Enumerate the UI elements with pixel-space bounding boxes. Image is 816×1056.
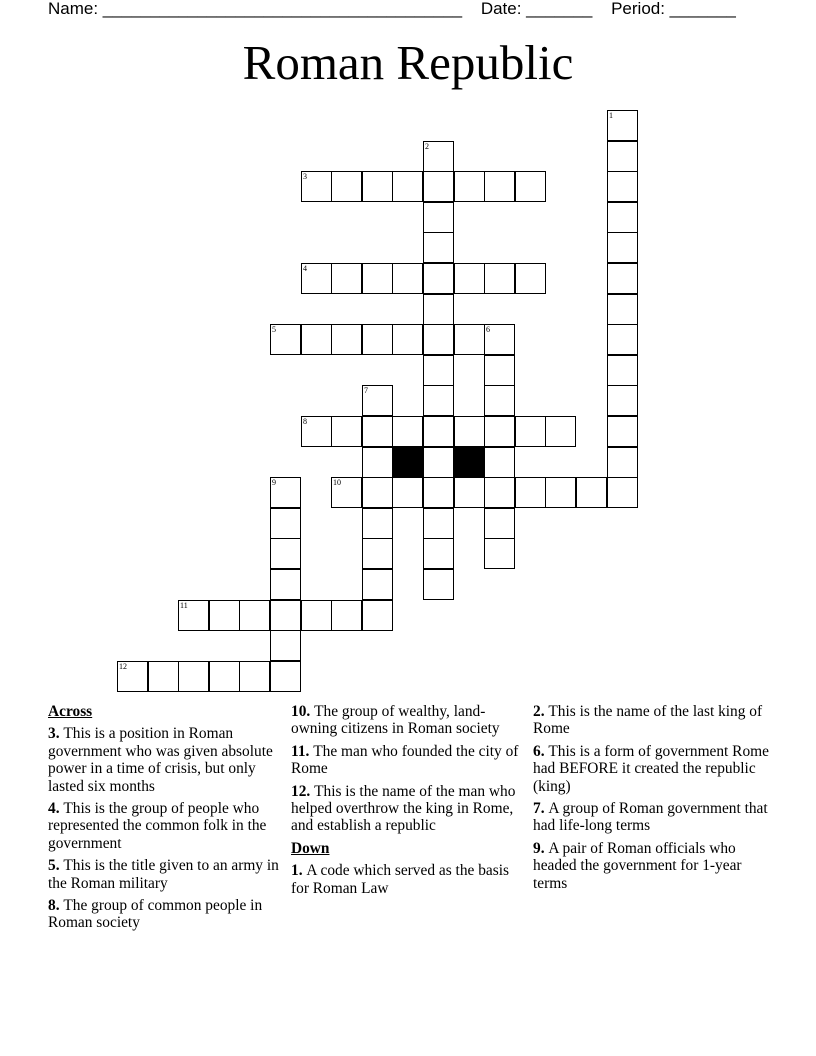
grid-cell[interactable] <box>454 263 485 294</box>
grid-cell[interactable] <box>362 600 393 631</box>
clue <box>48 857 283 892</box>
grid-cell[interactable] <box>362 416 393 447</box>
grid-cell[interactable] <box>576 477 607 508</box>
clue-text: This is the name of the last king of Rome <box>533 703 763 738</box>
grid-cell[interactable] <box>607 416 638 447</box>
clue-number-label: 10. <box>291 703 315 720</box>
grid-cell[interactable] <box>454 324 485 355</box>
grid-cell[interactable] <box>331 600 362 631</box>
grid-cell[interactable] <box>607 447 638 478</box>
grid-cell[interactable] <box>484 538 515 569</box>
grid-cell[interactable] <box>301 324 332 355</box>
clue <box>533 800 769 835</box>
clue <box>291 743 526 778</box>
grid-cell[interactable] <box>331 477 362 508</box>
grid-cell[interactable] <box>515 477 546 508</box>
clue-text: This is the name of the man who helped overthrow the king in Rome, and establish a republic <box>291 782 516 835</box>
grid-cell[interactable] <box>484 508 515 539</box>
grid-cell[interactable] <box>392 477 423 508</box>
grid-cell[interactable] <box>362 508 393 539</box>
grid-cell[interactable] <box>454 416 485 447</box>
clue-number-label: 7. <box>533 800 549 818</box>
black-cell <box>454 447 485 478</box>
grid-cell[interactable] <box>515 171 546 202</box>
clue-number-label: 2. <box>533 703 549 720</box>
grid-cell[interactable] <box>545 477 576 508</box>
grid-cell[interactable] <box>423 538 454 569</box>
grid-cell[interactable] <box>423 447 454 478</box>
grid-cell[interactable] <box>484 171 515 202</box>
grid-cell[interactable] <box>270 600 301 631</box>
clue-column-1 <box>48 703 283 937</box>
grid-cell[interactable] <box>239 661 270 692</box>
across-clue-list-2 <box>291 703 526 835</box>
grid-cell[interactable] <box>484 324 515 355</box>
grid-cell[interactable] <box>239 600 270 631</box>
clue <box>48 897 283 932</box>
black-cell <box>392 447 423 478</box>
grid-cell[interactable] <box>362 447 393 478</box>
grid-cell[interactable] <box>607 355 638 386</box>
clue-number: 4 <box>303 264 307 273</box>
period-field[interactable]: Period: _______ <box>611 0 736 18</box>
grid-cell[interactable] <box>331 263 362 294</box>
grid-cell[interactable] <box>607 202 638 233</box>
grid-cell[interactable] <box>454 171 485 202</box>
grid-cell[interactable] <box>423 324 454 355</box>
grid-cell[interactable] <box>362 538 393 569</box>
grid-cell[interactable] <box>484 263 515 294</box>
grid-cell[interactable] <box>423 416 454 447</box>
clue-number: 7 <box>364 386 368 395</box>
grid-cell[interactable] <box>301 600 332 631</box>
clue-text: The group of common people in Roman society <box>48 897 263 932</box>
grid-cell[interactable] <box>392 263 423 294</box>
grid-cell[interactable] <box>484 477 515 508</box>
clue-number: 1 <box>609 111 613 120</box>
grid-cell[interactable] <box>301 171 332 202</box>
grid-cell[interactable] <box>484 355 515 386</box>
grid-cell[interactable] <box>607 477 638 508</box>
clue-number-label: 3. <box>48 725 64 743</box>
page-title: Roman Republic <box>242 35 574 90</box>
clue-number-label: 8. <box>48 897 64 915</box>
clue-number-label: 6. <box>533 742 549 760</box>
grid-cell[interactable] <box>423 294 454 325</box>
grid-cell[interactable] <box>331 171 362 202</box>
clue-text: This is the group of people who represented the common folk in the government <box>48 800 267 852</box>
clue <box>533 840 769 892</box>
grid-cell[interactable] <box>270 477 301 508</box>
grid-cell[interactable] <box>515 263 546 294</box>
grid-cell[interactable] <box>423 355 454 386</box>
clue <box>48 800 283 852</box>
clue-number: 8 <box>303 417 307 426</box>
grid-cell[interactable] <box>515 416 546 447</box>
grid-cell[interactable] <box>423 569 454 600</box>
grid-cell[interactable] <box>270 661 301 692</box>
grid-cell[interactable] <box>607 294 638 325</box>
grid-cell[interactable] <box>484 385 515 416</box>
clue-number-label: 12. <box>291 782 315 800</box>
grid-cell[interactable] <box>178 600 209 631</box>
clue-number-label: 5. <box>48 857 64 875</box>
clue-number: 12 <box>119 662 127 671</box>
clue <box>48 725 283 795</box>
clue-text: This is the title given to an army in the Roman military <box>48 857 279 892</box>
grid-cell[interactable] <box>423 385 454 416</box>
across-heading: Across <box>48 703 93 720</box>
grid-cell[interactable] <box>270 508 301 539</box>
grid-cell[interactable] <box>423 508 454 539</box>
grid-cell[interactable] <box>423 202 454 233</box>
grid-cell[interactable] <box>484 416 515 447</box>
grid-cell[interactable] <box>270 569 301 600</box>
grid-cell[interactable] <box>392 416 423 447</box>
clue-number: 5 <box>272 325 276 334</box>
grid-cell[interactable] <box>484 447 515 478</box>
grid-cell[interactable] <box>362 569 393 600</box>
clue-number-label: 4. <box>48 800 64 818</box>
date-field[interactable]: Date: _______ <box>480 0 593 18</box>
clue-column-3 <box>533 703 769 897</box>
grid-cell[interactable] <box>209 661 240 692</box>
clue <box>533 743 769 795</box>
clue <box>291 783 526 835</box>
grid-cell[interactable] <box>454 477 485 508</box>
grid-cell[interactable] <box>362 385 393 416</box>
grid-cell[interactable] <box>423 477 454 508</box>
grid-cell[interactable] <box>178 661 209 692</box>
clue-number: 6 <box>486 325 490 334</box>
grid-cell[interactable] <box>607 171 638 202</box>
down-heading: Down <box>291 839 330 857</box>
grid-cell[interactable] <box>423 263 454 294</box>
grid-cell[interactable] <box>423 141 454 172</box>
grid-cell[interactable] <box>362 171 393 202</box>
name-field[interactable]: Name: ______________________________________ <box>48 0 463 18</box>
grid-cell[interactable] <box>607 324 638 355</box>
grid-cell[interactable] <box>607 141 638 172</box>
clue-text: A code which served as the basis for Roman Law <box>291 862 509 897</box>
down-clue-list-2 <box>533 703 769 892</box>
clue-number: 9 <box>272 478 276 487</box>
grid-cell[interactable] <box>270 630 301 661</box>
clue-text: A pair of Roman officials who headed the government for 1-year terms <box>533 839 742 892</box>
clue-number-label: 1. <box>291 862 307 880</box>
clue-number-label: 9. <box>533 839 549 857</box>
clue <box>533 703 769 738</box>
clue-number-label: 11. <box>291 742 314 760</box>
grid-cell[interactable] <box>423 232 454 263</box>
clue-text: The group of wealthy, land-owning citizens in Roman society <box>291 703 500 738</box>
clue-number: 2 <box>425 142 429 151</box>
grid-cell[interactable] <box>301 416 332 447</box>
clue-column-2 <box>291 703 526 902</box>
grid-cell[interactable] <box>392 171 423 202</box>
grid-cell[interactable] <box>270 324 301 355</box>
grid-cell[interactable] <box>301 263 332 294</box>
grid-cell[interactable] <box>362 324 393 355</box>
grid-cell[interactable] <box>117 661 148 692</box>
grid-cell[interactable] <box>270 538 301 569</box>
clue-number: 11 <box>180 601 188 610</box>
grid-cell[interactable] <box>331 416 362 447</box>
clue-text: A group of Roman government that had life-long terms <box>533 800 768 835</box>
grid-cell[interactable] <box>362 477 393 508</box>
clue <box>291 862 526 897</box>
clue-number: 10 <box>333 478 341 487</box>
grid-cell[interactable] <box>362 263 393 294</box>
grid-cell[interactable] <box>392 324 423 355</box>
clue-text: This is a form of government Rome had BEFORE it created the republic (king) <box>533 742 769 795</box>
clue-number: 3 <box>303 172 307 181</box>
grid-cell[interactable] <box>607 263 638 294</box>
down-clue-list-1 <box>291 862 526 897</box>
grid-cell[interactable] <box>545 416 576 447</box>
grid-cell[interactable] <box>209 600 240 631</box>
grid-cell[interactable] <box>607 385 638 416</box>
clue-text: This is a position in Roman government who was given absolute power in a time of crisis, but only lasted six months <box>48 725 273 795</box>
grid-cell[interactable] <box>607 110 638 141</box>
clue-text: The man who founded the city of Rome <box>291 742 519 778</box>
grid-cell[interactable] <box>331 324 362 355</box>
across-clue-list-1 <box>48 725 283 931</box>
grid-cell[interactable] <box>423 171 454 202</box>
grid-cell[interactable] <box>148 661 179 692</box>
grid-cell[interactable] <box>607 232 638 263</box>
clue <box>291 703 526 738</box>
